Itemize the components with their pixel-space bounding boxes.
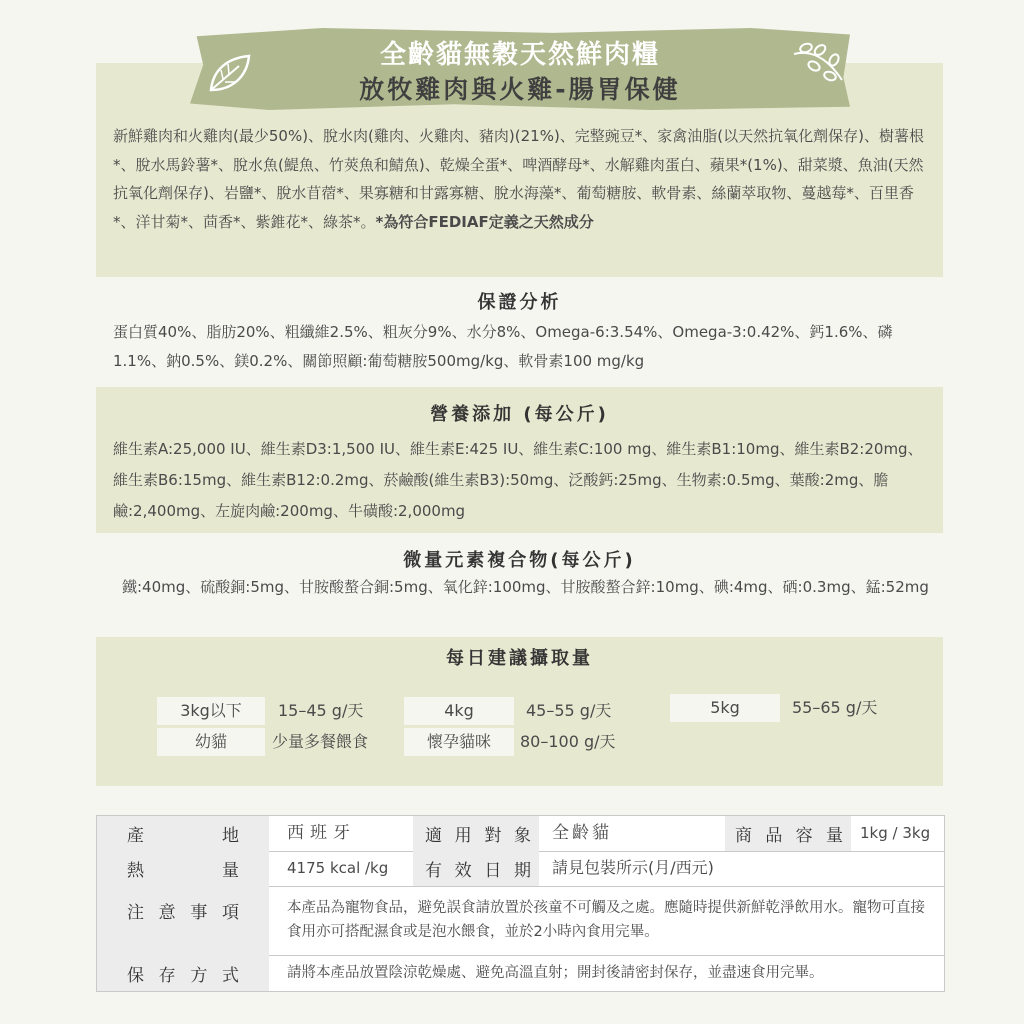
storage-label: 保存方式	[127, 966, 239, 986]
feeding-pregnant-amount: 80–100 g/天	[520, 732, 616, 751]
nutrition-text: 維生素A:25,000 IU、維生素D3:1,500 IU、維生素E:425 IU、維生素C:100 mg、維生素B1:10mg、維生素B2:20mg、維生素B6:15mg、維生素B12:0.2mg、菸鹼酸(維生素B3):50mg、泛酸鈣:25mg、生物素:0.5mg、葉酸:2mg、膽鹼:2,400mg、左旋肉鹼:200mg、牛磺酸:2,000mg	[113, 440, 923, 520]
capacity-value: 1kg / 3kg	[860, 824, 931, 842]
capacity-label: 商品容量	[735, 826, 843, 846]
guarantee-heading: 保證分析	[477, 292, 562, 313]
origin-label: 產地	[127, 826, 239, 846]
trace-text: 鐵:40mg、硫酸銅:5mg、甘胺酸螯合銅:5mg、氧化鋅:100mg、甘胺酸螯合鋅:10mg、碘:4mg、硒:0.3mg、錳:52mg	[122, 578, 929, 596]
spec-row-origin	[97, 816, 944, 852]
spec-row-caution	[97, 886, 944, 956]
feeding-weight-4kg: 4kg	[404, 697, 514, 725]
feeding-amount-4kg: 45–55 g/天	[526, 701, 612, 720]
spec-table	[96, 815, 945, 992]
feeding-weight-5kg: 5kg	[670, 694, 780, 722]
ingredients-note: *為符合FEDIAF定義之天然成分	[375, 212, 594, 231]
calories-value: 4175 kcal /kg	[287, 859, 389, 877]
spec-row-storage	[97, 955, 944, 991]
target-value: 全齡貓	[552, 823, 612, 843]
expiry-label: 有效日期	[425, 861, 531, 881]
product-title: 全齡貓無穀天然鮮肉糧	[379, 40, 660, 70]
guarantee-text: 蛋白質40%、脂肪20%、粗纖維2.5%、粗灰分9%、水分8%、Omega-6:3.54%、Omega-3:0.42%、鈣1.6%、磷1.1%、鈉0.5%、鎂0.2%、關節照顧:葡萄糖胺500mg/kg、軟骨素100 mg/kg	[113, 323, 893, 370]
storage-value: 請將本產品放置陰涼乾燥處、避免高溫直射；開封後請密封保存，並盡速食用完畢。	[287, 965, 824, 981]
expiry-value: 請見包裝所示(月/西元)	[552, 858, 714, 877]
feeding-kitten-amount: 少量多餐餵食	[272, 732, 369, 751]
trace-heading: 微量元素複合物(每公斤)	[403, 550, 636, 571]
target-label: 適用對象	[425, 826, 531, 846]
feeding-heading: 每日建議攝取量	[446, 648, 593, 669]
caution-label: 注意事項	[127, 903, 239, 923]
origin-value: 西班牙	[287, 823, 356, 843]
product-subtitle: 放牧雞肉與火雞-腸胃保健	[359, 75, 681, 104]
feeding-weight-3kg: 3kg以下	[157, 697, 265, 725]
caution-value: 本產品為寵物食品，避免誤食請放置於孩童不可觸及之處。應隨時提供新鮮乾淨飲用水。寵物可直接食用亦可搭配濕食或是泡水餵食，並於2小時內食用完畢。	[287, 900, 925, 940]
ingredients-list: 新鮮雞肉和火雞肉(最少50%)、脫水肉(雞肉、火雞肉、豬肉)(21%)、完整豌豆*、家禽油脂(以天然抗氧化劑保存)、樹薯根*、脫水馬鈴薯*、脫水魚(鯷魚、竹莢魚和鯖魚)、乾燥全蛋*、啤酒酵母*、水解雞肉蛋白、蘋果*(1%)、甜菜漿、魚油(天然抗氧化劑保存)、岩鹽*、脫水苜蓿*、果寡糖和甘露寡糖、脫水海藻*、葡萄糖胺、軟骨素、絲蘭萃取物、蔓越莓*、百里香*、洋甘菊*、茴香*、紫錐花*、綠茶*。	[113, 127, 925, 231]
feeding-pregnant-label: 懷孕貓咪	[404, 728, 514, 756]
feeding-kitten-label: 幼貓	[157, 728, 265, 756]
ingredients-text	[113, 122, 928, 236]
feeding-amount-3kg: 15–45 g/天	[278, 701, 364, 720]
feeding-amount-5kg: 55–65 g/天	[792, 698, 878, 717]
calories-label: 熱量	[127, 861, 239, 881]
nutrition-heading: 營養添加 (每公斤)	[430, 404, 609, 425]
spec-row-calories	[97, 851, 944, 887]
